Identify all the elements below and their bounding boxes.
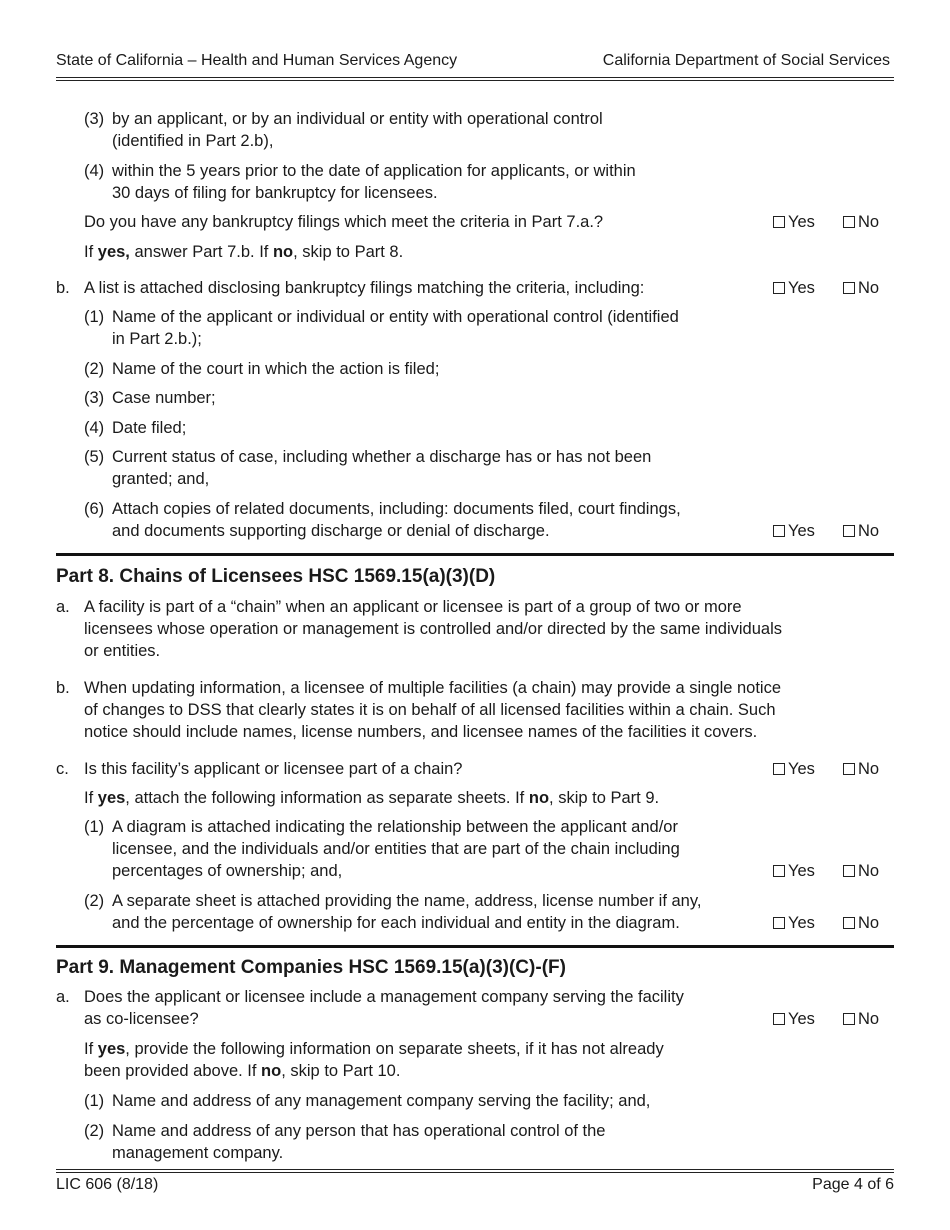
checkbox-icon bbox=[843, 282, 855, 294]
item-number: (1) bbox=[84, 308, 105, 326]
checkbox-icon bbox=[773, 1013, 785, 1025]
checkbox-icon bbox=[843, 763, 855, 775]
section-divider bbox=[56, 553, 894, 556]
checkbox-icon bbox=[773, 917, 785, 929]
no-label: No bbox=[858, 213, 880, 231]
yes-checkbox[interactable] bbox=[773, 520, 815, 542]
item-text: A diagram is attached indicating the relationship between the applicant and/or bbox=[112, 818, 678, 836]
item-text: Name of the applicant or individual or entity with operational control (identified bbox=[112, 308, 679, 326]
yes-no-group bbox=[773, 758, 894, 780]
no-label: No bbox=[858, 522, 880, 540]
yes-label: Yes bbox=[788, 862, 815, 880]
item-text: by an applicant, or by an individual or entity with operational control bbox=[112, 110, 603, 128]
yes-label: Yes bbox=[788, 522, 815, 540]
item-text: Attach copies of related documents, including: documents filed, court findings, bbox=[112, 500, 681, 518]
yes-no-group bbox=[773, 277, 894, 299]
no-checkbox[interactable] bbox=[843, 912, 879, 934]
yes-label: Yes bbox=[788, 213, 815, 231]
item-text: and documents supporting discharge or denial of discharge. bbox=[112, 522, 550, 540]
checkbox-icon bbox=[843, 1013, 855, 1025]
no-label: No bbox=[858, 760, 880, 778]
bankruptcy-question: Do you have any bankruptcy filings which meet the criteria in Part 7.a.? bbox=[84, 213, 604, 231]
checkbox-icon bbox=[773, 282, 785, 294]
yes-no-group bbox=[773, 860, 894, 882]
item-letter: a. bbox=[56, 598, 70, 616]
no-checkbox[interactable] bbox=[843, 520, 879, 542]
item-number: (3) bbox=[84, 389, 105, 407]
form-number: LIC 606 (8/18) bbox=[56, 1176, 159, 1193]
item-text: Name and address of any person that has operational control of the bbox=[112, 1122, 606, 1140]
instruction-text: If yes, provide the following information on separate sheets, if it has not already bbox=[84, 1040, 664, 1058]
item-text: licensee, and the individuals and/or entities that are part of the chain including bbox=[112, 840, 680, 858]
yes-label: Yes bbox=[788, 914, 815, 932]
chain-question: Is this facility’s applicant or licensee part of a chain? bbox=[84, 760, 463, 778]
item-text: A list is attached disclosing bankruptcy filings matching the criteria, including: bbox=[84, 279, 645, 297]
item-number: (4) bbox=[84, 419, 105, 437]
yes-checkbox[interactable] bbox=[773, 1008, 815, 1030]
item-letter: c. bbox=[56, 760, 69, 778]
yes-checkbox[interactable] bbox=[773, 277, 815, 299]
instruction-text: been provided above. If no, skip to Part 10. bbox=[84, 1062, 401, 1080]
footer-divider bbox=[56, 1169, 894, 1173]
item-number: (3) bbox=[84, 110, 105, 128]
item-text: percentages of ownership; and, bbox=[112, 862, 343, 880]
item-number: (2) bbox=[84, 360, 105, 378]
no-label: No bbox=[858, 1010, 880, 1028]
no-checkbox[interactable] bbox=[843, 758, 879, 780]
page-number: Page 4 of 6 bbox=[812, 1176, 894, 1193]
no-label: No bbox=[858, 914, 880, 932]
yes-no-group bbox=[773, 211, 894, 233]
section-divider bbox=[56, 945, 894, 948]
agency-name: State of California – Health and Human Services Agency bbox=[56, 52, 458, 69]
item-text: A separate sheet is attached providing the name, address, license number if any, bbox=[112, 892, 702, 910]
checkbox-icon bbox=[843, 525, 855, 537]
yes-label: Yes bbox=[788, 1010, 815, 1028]
item-number: (1) bbox=[84, 1092, 105, 1110]
item-text: Name and address of any management company serving the facility; and, bbox=[112, 1092, 651, 1110]
paragraph-line: licensees whose operation or management is controlled and/or directed by the same individuals bbox=[84, 620, 782, 638]
yes-no-group bbox=[773, 1008, 894, 1030]
yes-label: Yes bbox=[788, 760, 815, 778]
checkbox-icon bbox=[773, 763, 785, 775]
checkbox-icon bbox=[773, 865, 785, 877]
section-title: Part 8. Chains of Licensees HSC 1569.15(a)(3)(D) bbox=[56, 566, 496, 587]
instruction-text: If yes, attach the following information as separate sheets. If no, skip to Part 9. bbox=[84, 789, 660, 807]
item-text: within the 5 years prior to the date of application for applicants, or within bbox=[112, 162, 636, 180]
item-text: (identified in Part 2.b), bbox=[112, 132, 274, 150]
checkbox-icon bbox=[843, 216, 855, 228]
item-text: in Part 2.b.); bbox=[112, 330, 202, 348]
checkbox-icon bbox=[843, 917, 855, 929]
no-label: No bbox=[858, 279, 880, 297]
paragraph-line: A facility is part of a “chain” when an applicant or licensee is part of a group of two or more bbox=[84, 598, 742, 616]
item-text: Case number; bbox=[112, 389, 216, 407]
item-text: Date filed; bbox=[112, 419, 187, 437]
item-text: Name of the court in which the action is filed; bbox=[112, 360, 440, 378]
yes-label: Yes bbox=[788, 279, 815, 297]
item-text: 30 days of filing for bankruptcy for licensees. bbox=[112, 184, 438, 202]
item-number: (6) bbox=[84, 500, 105, 518]
no-checkbox[interactable] bbox=[843, 860, 879, 882]
form-page bbox=[56, 0, 894, 1230]
paragraph-line: of changes to DSS that clearly states it is on behalf of all licensed facilities within a chain. Such bbox=[84, 701, 776, 719]
item-text: management company. bbox=[112, 1144, 284, 1162]
item-number: (1) bbox=[84, 818, 105, 836]
yes-no-group bbox=[773, 520, 894, 542]
yes-checkbox[interactable] bbox=[773, 211, 815, 233]
item-text: Current status of case, including whether a discharge has or has not been bbox=[112, 448, 652, 466]
checkbox-icon bbox=[773, 525, 785, 537]
no-checkbox[interactable] bbox=[843, 1008, 879, 1030]
no-checkbox[interactable] bbox=[843, 211, 879, 233]
paragraph-line: When updating information, a licensee of multiple facilities (a chain) may provide a single notice bbox=[84, 679, 782, 697]
header-divider bbox=[56, 77, 894, 81]
department-name: California Department of Social Services bbox=[602, 52, 890, 69]
section-title: Part 9. Management Companies HSC 1569.15(a)(3)(C)-(F) bbox=[56, 957, 566, 978]
checkbox-icon bbox=[773, 216, 785, 228]
checkbox-icon bbox=[843, 865, 855, 877]
paragraph-line: or entities. bbox=[84, 642, 161, 660]
item-letter: b. bbox=[56, 679, 70, 697]
item-letter: a. bbox=[56, 988, 70, 1006]
item-text: and the percentage of ownership for each individual and entity in the diagram. bbox=[112, 914, 680, 932]
item-text: granted; and, bbox=[112, 470, 210, 488]
item-number: (4) bbox=[84, 162, 105, 180]
yes-checkbox[interactable] bbox=[773, 860, 815, 882]
paragraph-line: notice should include names, license numbers, and licensee names of the facilities it covers. bbox=[84, 723, 758, 741]
item-number: (2) bbox=[84, 892, 105, 910]
yes-no-group bbox=[773, 912, 894, 934]
instruction-text: If yes, answer Part 7.b. If no, skip to Part 8. bbox=[84, 243, 404, 261]
yes-checkbox[interactable] bbox=[773, 758, 815, 780]
item-letter: b. bbox=[56, 279, 70, 297]
management-question: as co-licensee? bbox=[84, 1010, 199, 1028]
item-number: (5) bbox=[84, 448, 105, 466]
management-question: Does the applicant or licensee include a management company serving the facility bbox=[84, 988, 684, 1006]
no-checkbox[interactable] bbox=[843, 277, 879, 299]
item-number: (2) bbox=[84, 1122, 105, 1140]
yes-checkbox[interactable] bbox=[773, 912, 815, 934]
no-label: No bbox=[858, 862, 880, 880]
